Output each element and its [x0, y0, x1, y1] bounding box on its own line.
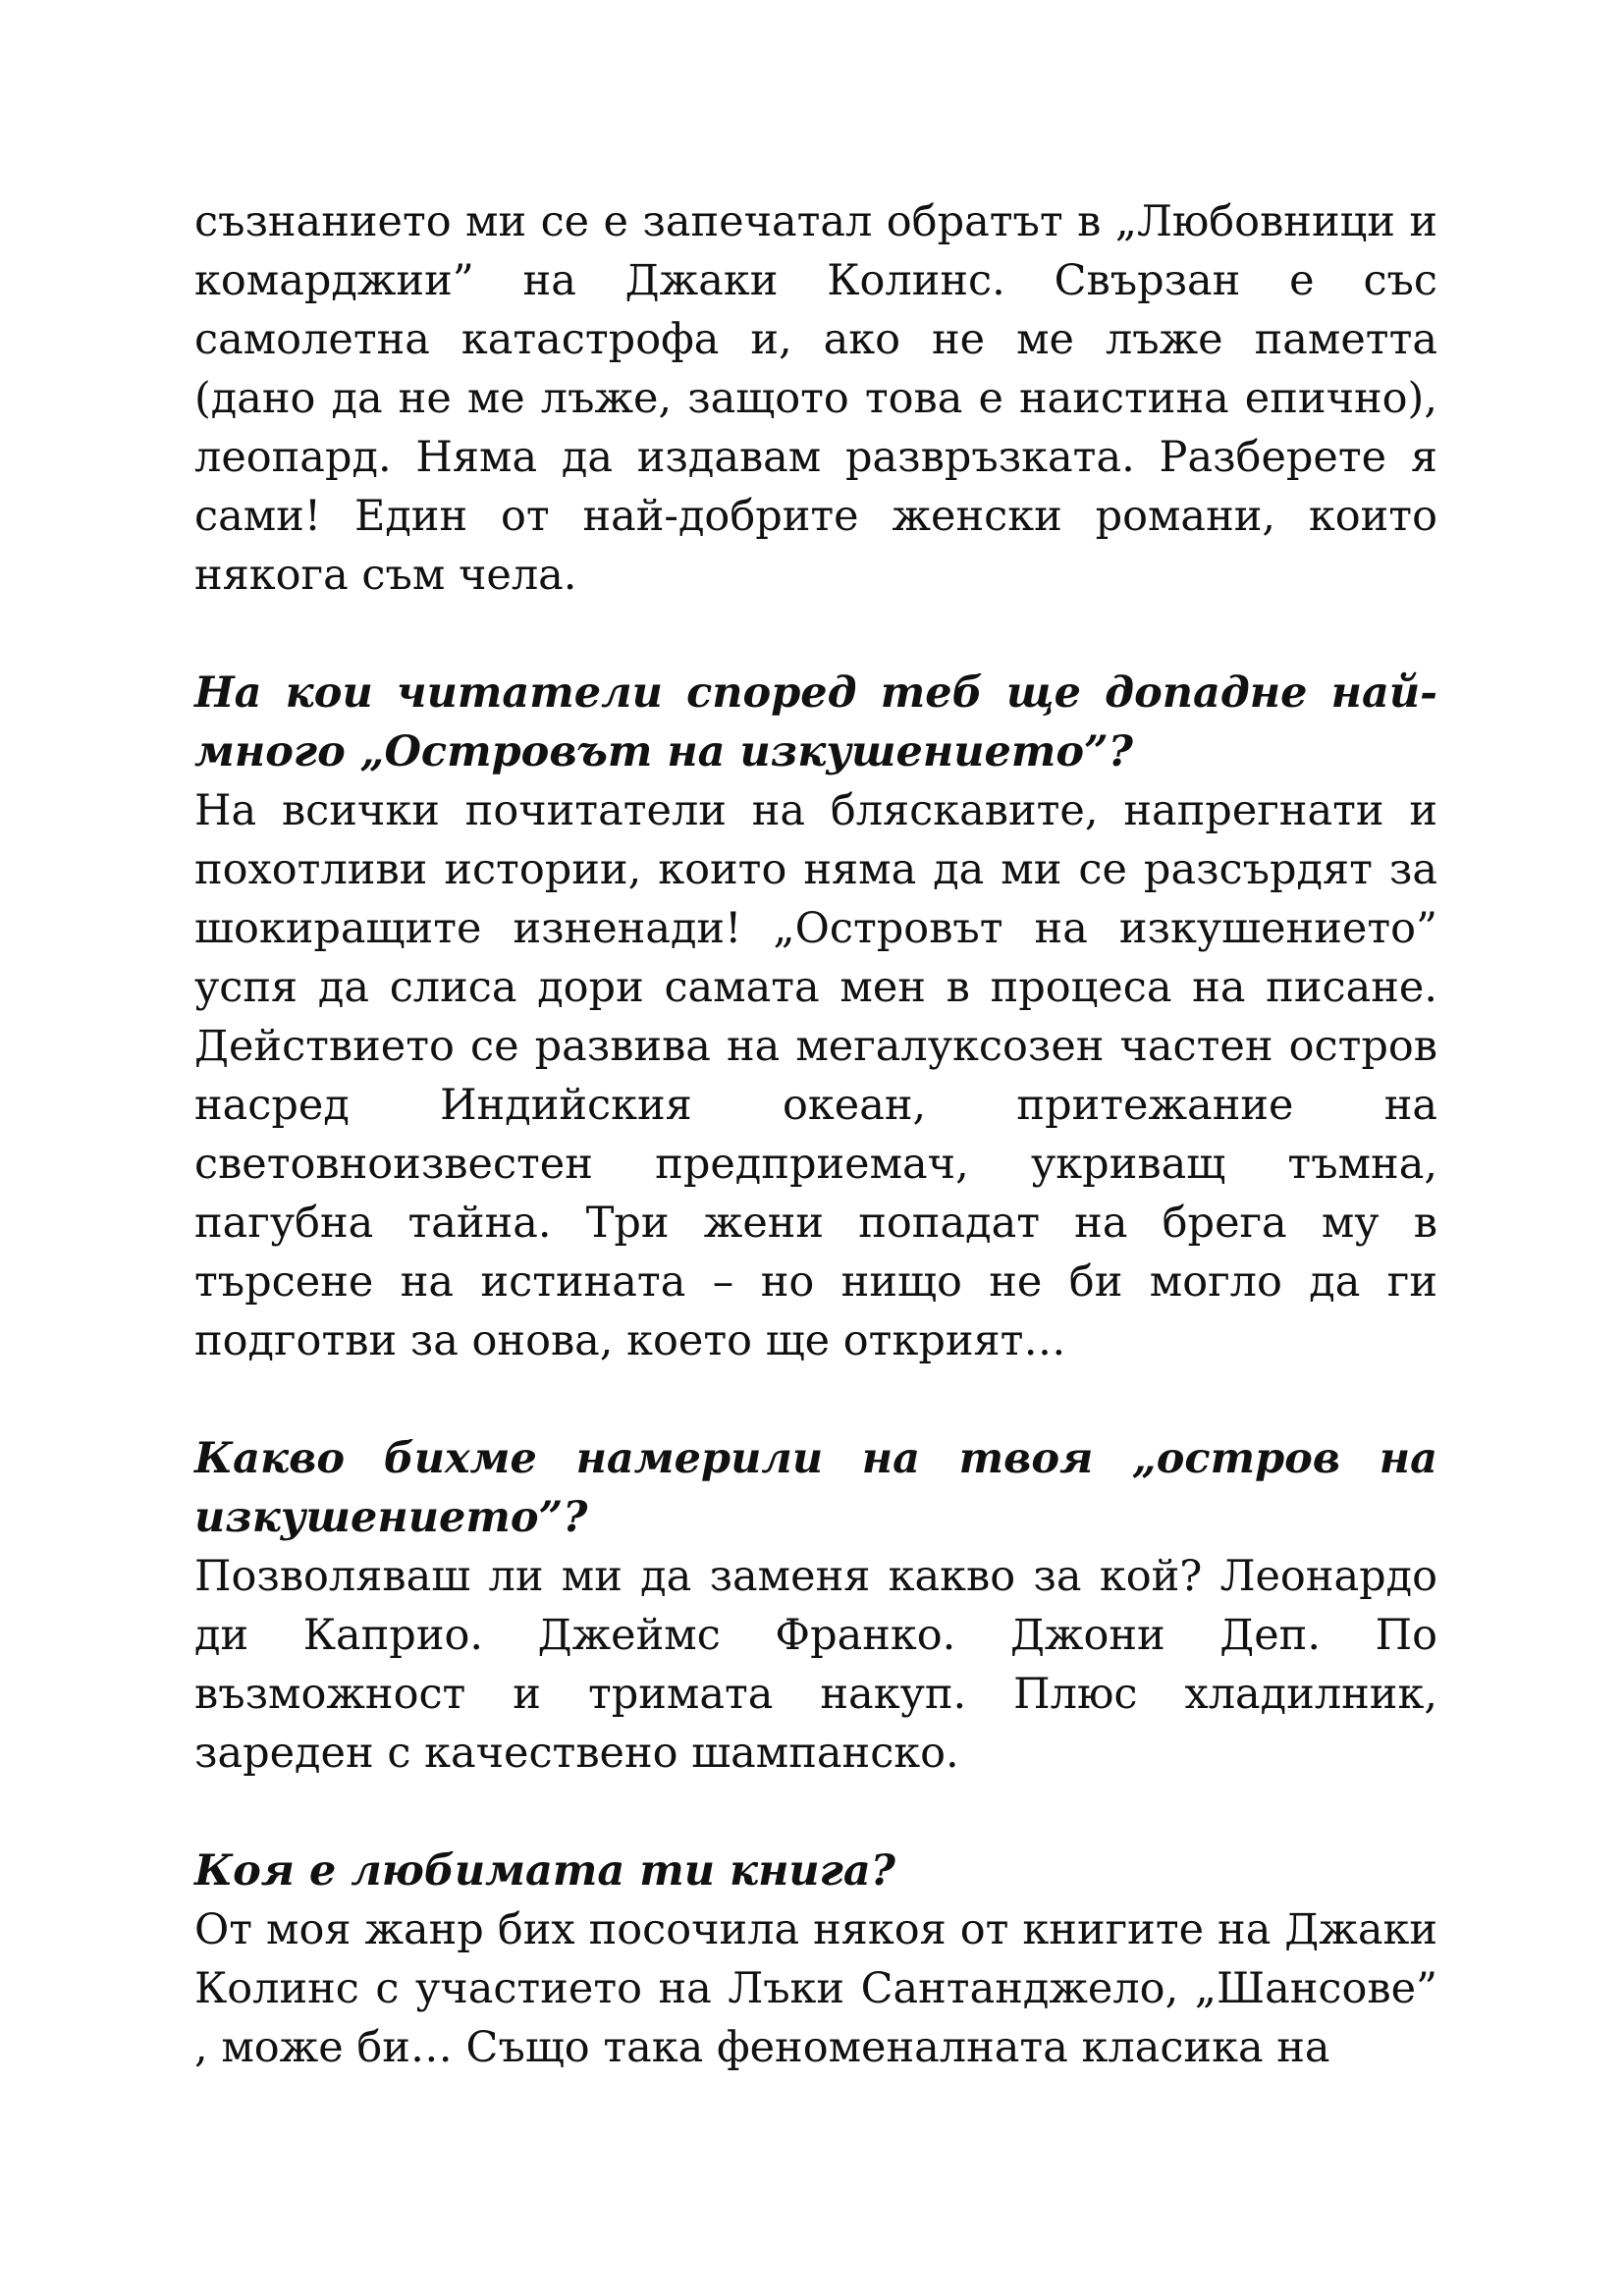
answer-paragraph: Позволяваш ли ми да заменя какво за кой? Леонардо ди Каприо. Джеймс Франко. Джони Деп. По възможност и тримата накуп. Плюс хладилник, зареден с качествено шампанско.	[194, 1552, 1437, 1778]
question-heading: Коя е любимата ти книга?	[194, 1846, 895, 1896]
document-page	[194, 192, 1437, 2077]
answer-paragraph: На всички почитатели на бляскавите, напрегнати и похотливи истории, които няма да ми се разсърдят за шокиращите изненади! „Островът на изкушението” успя да слиса дори самата мен в процеса на писане. Действието се развива на мегалуксозен частен остров насред Индийския океан, притежание на световноизвестен предприемач, укриващ тъмна, пагубна тайна. Три жени попадат на брега му в търсене на истината – но нищо не би могло да ги подготви за онова, което ще открият…	[194, 786, 1437, 1365]
question-heading: Какво бихме намерили на твоя „остров на изкушението”?	[194, 1434, 1437, 1542]
question-heading: На кои читатели според теб ще допадне най-много „Островът на изкушението”?	[194, 668, 1437, 776]
answer-paragraph: От моя жанр бих посочила някоя от книгите на Джаки Колинс с участието на Лъки Сантанджело, „Шансове” , може би… Също така феноменалната класика на	[194, 1905, 1437, 2072]
answer-paragraph: съзнанието ми се е запечатал обратът в „Любовници и комарджии” на Джаки Колинс. Свързан е със самолетна катастрофа и, ако не ме лъже паметта (дано да не ме лъже, защото това е наистина епично), леопард. Няма да издавам развръзката. Разберете я сами! Един от най-добрите женски романи, които някога съм чела.	[194, 197, 1437, 600]
paragraph-gap	[194, 1370, 1437, 1429]
paragraph-gap	[194, 605, 1437, 664]
paragraph-gap	[194, 1783, 1437, 1842]
